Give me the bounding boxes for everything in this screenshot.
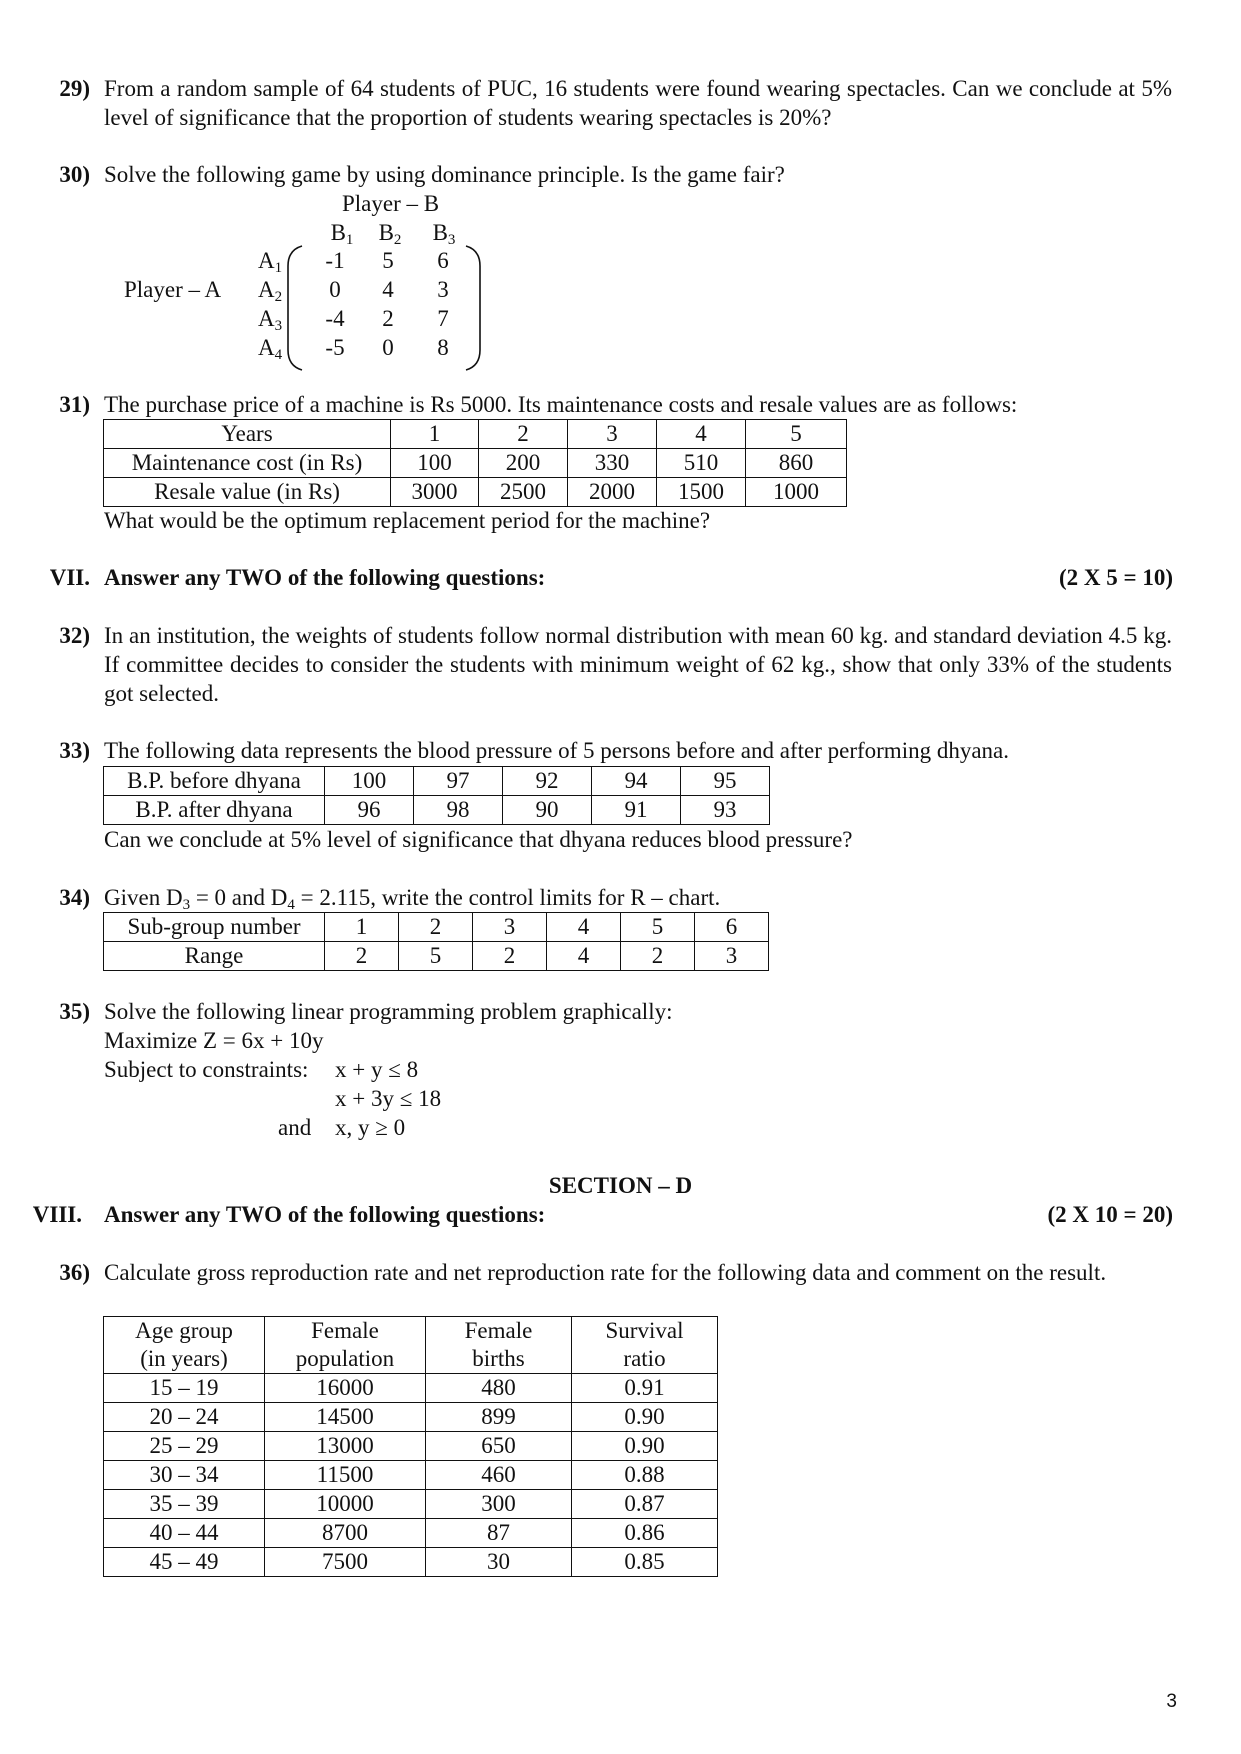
table-cell: 3 [695,942,769,971]
header-line: Age group [135,1318,233,1343]
table-cell: Range [104,942,325,971]
table-cell: 460 [426,1461,572,1490]
table-row [104,1461,718,1490]
table-cell: 0.90 [572,1432,718,1461]
table-cell: 650 [426,1432,572,1461]
table-cell: B.P. before dhyana [104,767,325,796]
table-cell: 20 – 24 [104,1403,265,1432]
table-row [104,1374,718,1403]
cell: -4 [325,306,345,331]
table-row [104,1548,718,1577]
q36-table [103,1316,718,1577]
table-cell: 2500 [479,478,568,507]
q35-text: Solve the following linear programming problem graphically: [104,999,673,1024]
table-cell: 860 [746,449,847,478]
table-cell: 45 – 49 [104,1548,265,1577]
header-line: Survival [605,1318,684,1343]
player-a-label: Player – A [124,277,222,302]
header-line: births [472,1346,525,1371]
table-row [104,478,847,507]
right-bracket [462,244,484,372]
table-row [104,767,770,796]
q32-number: 32) [59,623,90,648]
table-cell: 30 [426,1548,572,1577]
q34-table [103,912,769,971]
table-cell: 4 [657,420,746,449]
cell: 6 [437,248,449,273]
q31-text: The purchase price of a machine is Rs 5000. Its maintenance costs and resale values are as follows: [104,392,1018,417]
q30-text: Solve the following game by using dominance principle. Is the game fair? [104,162,785,187]
table-cell: 2 [325,942,399,971]
table-cell: 3 [473,913,547,942]
q31-number: 31) [59,392,90,417]
table-cell: 0.90 [572,1403,718,1432]
table-cell: B.P. after dhyana [104,796,325,825]
table-cell: 95 [681,767,770,796]
header-line: Female [464,1318,533,1343]
q31-question: What would be the optimum replacement period for the machine? [104,508,711,533]
q34-sub: 3 [182,897,191,913]
table-row [104,1432,718,1461]
q35-subject-label: Subject to constraints: [104,1057,309,1082]
table-cell: 0.88 [572,1461,718,1490]
table-cell: 200 [479,449,568,478]
q36-text: Calculate gross reproduction rate and net reproduction rate for the following data and comment on the result. [104,1260,1107,1285]
table-cell: 1000 [746,478,847,507]
row-head-a1: $A_1$ [257,248,283,276]
table-row [104,1490,718,1519]
header-cell [572,1317,718,1374]
cell: -5 [325,335,345,360]
table-row [104,913,769,942]
q34-number: 34) [59,885,90,910]
section-vii-marks: (2 X 5 = 10) [1058,565,1173,590]
table-row [104,420,847,449]
q29-text: From a random sample of 64 students of PUC, 16 students were found wearing spectacles. Can we conclude at 5% level of significance that the proportion of students wearing spectacles is 20%? [104,76,1172,130]
cell: 5 [382,248,394,273]
table-cell: 2 [473,942,547,971]
q35-objective: Maximize Z = 6x + 10y [104,1028,324,1053]
q35-constraint-3: x, y ≥ 0 [335,1115,406,1140]
table-cell: 330 [568,449,657,478]
section-d-title [0,1171,1241,1200]
section-vii-heading: Answer any TWO of the following questions: [104,565,546,590]
player-b-label: Player – B [342,191,440,216]
q32-text: In an institution, the weights of students follow normal distribution with mean 60 kg. and standard deviation 4.5 kg. If committee decides to consider the students with minimum weight of 62 kg., show that only 33% of the students got selected. [104,623,1172,706]
table-cell: 30 – 34 [104,1461,265,1490]
table-row [104,942,769,971]
header-line: Female [311,1318,379,1343]
q34-text-part: = 2.115, write the control limits for R – chart. [294,885,721,910]
q30-number: 30) [59,162,90,187]
section-vii-number: VII. [49,565,90,590]
header-line: ratio [623,1346,666,1371]
table-cell: 1500 [657,478,746,507]
header-cell [265,1317,426,1374]
table-cell: 11500 [265,1461,426,1490]
table-cell: 0.86 [572,1519,718,1548]
table-cell: 0.85 [572,1548,718,1577]
table-cell: 480 [426,1374,572,1403]
q34-sub: 4 [287,897,295,913]
section-viii-heading: Answer any TWO of the following questions: [104,1202,546,1227]
table-cell: 10000 [265,1490,426,1519]
cell: 2 [382,306,394,331]
table-cell: 2000 [568,478,657,507]
row-head-a3: $A_3$ [257,306,283,334]
table-cell: 6 [695,913,769,942]
q35-number: 35) [59,999,90,1024]
section-d-title-text: SECTION – D [548,1173,693,1198]
table-cell: 2 [479,420,568,449]
table-cell: Resale value (in Rs) [104,478,391,507]
table-row [104,1519,718,1548]
q34-text [104,883,720,912]
cell: 4 [382,277,394,302]
table-cell: 899 [426,1403,572,1432]
table-cell: 100 [325,767,414,796]
row-head-a4: $A_4$ [257,335,283,363]
table-cell: 1 [325,913,399,942]
cell: -1 [325,248,345,273]
table-cell: 35 – 39 [104,1490,265,1519]
table-cell: 93 [681,796,770,825]
page-number: 3 [1166,1691,1177,1712]
q35-constraint-1: x + y ≤ 8 [335,1057,419,1082]
table-cell: 98 [414,796,503,825]
table-cell: Sub-group number [104,913,325,942]
table-cell: 3000 [391,478,479,507]
table-cell: 8700 [265,1519,426,1548]
left-bracket [284,244,306,372]
table-cell: 16000 [265,1374,426,1403]
q35-and: and [278,1115,312,1140]
q33-table [103,766,770,825]
table-cell: 0.91 [572,1374,718,1403]
section-viii-number: VIII. [32,1202,82,1227]
table-cell: 40 – 44 [104,1519,265,1548]
header-line: (in years) [140,1346,228,1371]
col-head-b3: $B_3$ [432,220,456,248]
table-cell: 3 [568,420,657,449]
table-cell: 90 [503,796,592,825]
table-cell: 0.87 [572,1490,718,1519]
table-header-row [104,1317,718,1374]
table-cell: 91 [592,796,681,825]
table-cell: 25 – 29 [104,1432,265,1461]
table-cell: 94 [592,767,681,796]
q36-number: 36) [59,1260,90,1285]
table-cell: 2 [621,942,695,971]
cell: 7 [437,306,449,331]
table-cell: 2 [399,913,473,942]
table-cell: 5 [621,913,695,942]
table-row [104,1403,718,1432]
cell: 8 [437,335,449,360]
table-row [104,796,770,825]
cell: 0 [382,335,394,360]
header-line: population [295,1346,395,1371]
header-cell [104,1317,265,1374]
col-head-b1: $B_1$ [330,220,354,248]
col-head-b2: $B_2$ [378,220,402,248]
table-cell: 5 [746,420,847,449]
table-cell: 97 [414,767,503,796]
table-cell: 87 [426,1519,572,1548]
q33-question: Can we conclude at 5% level of significance that dhyana reduces blood pressure? [104,827,853,852]
table-cell: 100 [391,449,479,478]
cell: 0 [329,277,341,302]
table-cell: 15 – 19 [104,1374,265,1403]
q34-text-part: Given D [104,885,183,910]
table-cell: 300 [426,1490,572,1519]
table-cell: 7500 [265,1548,426,1577]
row-head-a2: $A_2$ [257,277,283,305]
table-cell: 14500 [265,1403,426,1432]
header-cell [426,1317,572,1374]
q34-text-part: = 0 and D [190,885,288,910]
table-cell: 4 [547,942,621,971]
table-cell: 510 [657,449,746,478]
cell: 3 [437,277,449,302]
table-cell: Years [104,420,391,449]
q33-number: 33) [59,738,90,763]
table-cell: 5 [399,942,473,971]
section-viii-marks: (2 X 10 = 20) [1047,1202,1173,1227]
table-cell: 96 [325,796,414,825]
table-cell: 4 [547,913,621,942]
table-cell: Maintenance cost (in Rs) [104,449,391,478]
table-cell: 92 [503,767,592,796]
q35-constraint-2: x + 3y ≤ 18 [335,1086,442,1111]
table-row [104,449,847,478]
table-cell: 1 [391,420,479,449]
q33-text: The following data represents the blood pressure of 5 persons before and after performing dhyana. [104,738,1009,763]
q31-table [103,419,847,507]
q29-number: 29) [59,76,90,101]
table-cell: 13000 [265,1432,426,1461]
